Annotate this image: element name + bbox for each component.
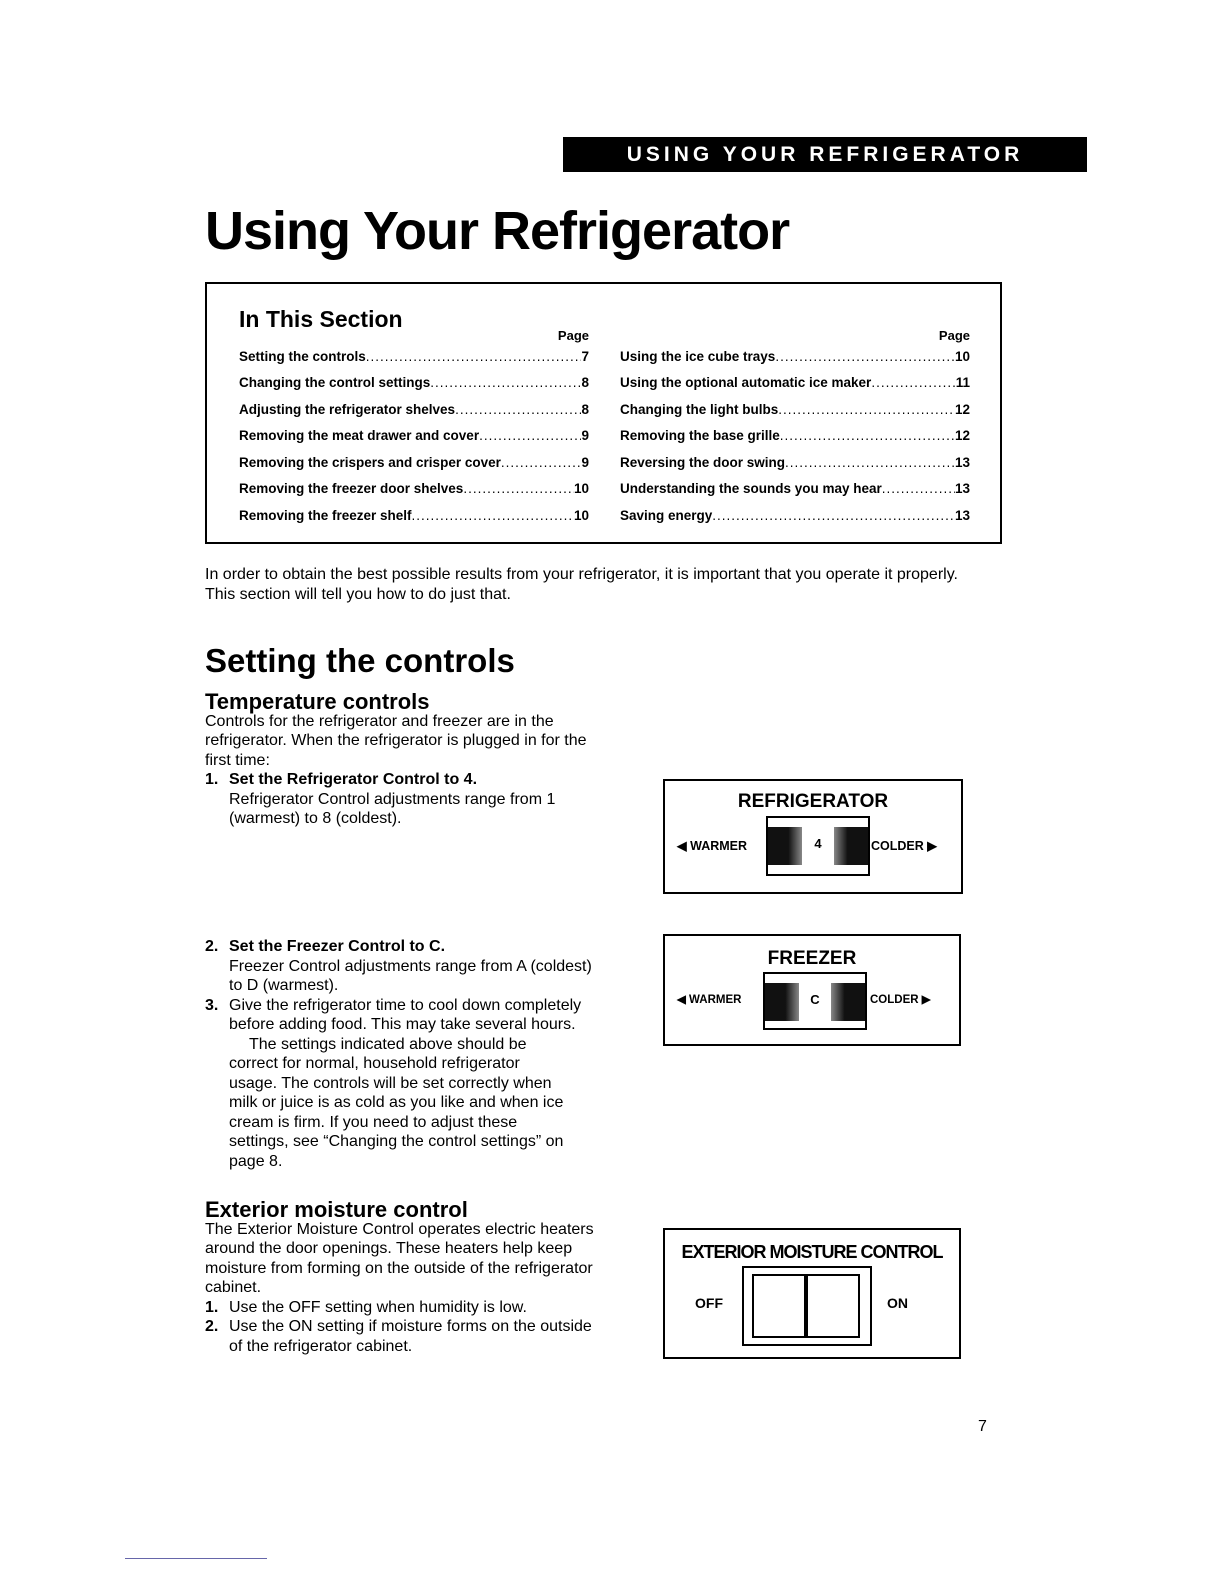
page-title: Using Your Refrigerator [205, 201, 790, 261]
toc-item-page: 11 [955, 375, 970, 391]
page-header: Page [938, 328, 970, 343]
freezer-control-diagram [663, 934, 961, 1046]
toc-box [205, 282, 1002, 544]
moisture-section [205, 1197, 595, 1356]
toc-item-page: 13 [954, 454, 970, 470]
toc-item [239, 502, 589, 529]
step-2: 2. Set the Freezer Control to C. Freezer Control adjustments range from A (coldest) to D (warmest). [205, 938, 592, 994]
diagram-title: FREEZER [767, 948, 857, 969]
colder-label: COLDER ▶ [870, 994, 931, 1006]
toc-item-page: 13 [954, 481, 970, 497]
toc-item [620, 343, 970, 370]
toc-item-page: 7 [581, 348, 589, 364]
step-1: 1. Set the Refrigerator Control to 4. Refrigerator Control adjustments range from 1 (warmest) to 8 (coldest). [205, 771, 556, 827]
toc-item [620, 423, 970, 450]
toc-item-label: Using the optional automatic ice maker [620, 375, 872, 391]
toc-item-label: Setting the controls [239, 348, 366, 364]
dial-value: 4 [814, 836, 822, 851]
toc-item [620, 476, 970, 503]
moist-step-2: 2. Use the ON setting if moisture forms on the outside of the refrigerator cabinet. [205, 1317, 595, 1356]
toc-item-label: Changing the control settings [239, 375, 431, 391]
on-label: ON [887, 1295, 908, 1311]
step-title: Set the Freezer Control to C. [229, 938, 446, 955]
leader-dots [412, 508, 574, 523]
toc-item-page: 8 [581, 401, 589, 417]
toc-item-page: 13 [954, 507, 970, 523]
page-header: Page [557, 328, 589, 343]
toc-item-label: Removing the base grille [620, 428, 780, 444]
toc-left-column [239, 328, 589, 529]
intro-text: In order to obtain the best possible results from your refrigerator, it is important that you operate it properly. This section will tell you how to do just that. [205, 566, 958, 603]
toc-item [620, 396, 970, 423]
step-3: 3. Give the refrigerator time to cool down completely before adding food. This may take several hours. The settings indicated above should be correct for normal, household refrigerator usage. The controls will be set correctly when milk or juice is as cold as you like and when ice cream is firm. If you need to adjust these settings, see “Changing the control settings” on page 8. [205, 996, 582, 1170]
step-title: Set the Refrigerator Control to 4. [229, 771, 478, 788]
toc-item [620, 370, 970, 397]
leader-dots [775, 349, 955, 364]
refrigerator-control-diagram [663, 779, 963, 894]
toc-item-label: Removing the meat drawer and cover [239, 428, 480, 444]
section-heading: Setting the controls [205, 642, 515, 679]
leader-dots [780, 428, 955, 443]
moist-step-1: 1. Use the OFF setting when humidity is low. [205, 1298, 527, 1316]
step-body: Freezer Control adjustments range from A (coldest) to D (warmest). [229, 957, 592, 994]
leader-dots [463, 481, 574, 496]
leader-dots [479, 428, 581, 443]
toc-item [239, 343, 589, 370]
toc-item [620, 449, 970, 476]
toc-item-page: 10 [954, 348, 970, 364]
toc-item-page: 12 [954, 428, 970, 444]
step-body: Use the ON setting if moisture forms on the outside of the refrigerator cabinet. [229, 1318, 592, 1355]
temperature-section [205, 689, 595, 829]
toc-item [239, 423, 589, 450]
rocker-switch [742, 1266, 872, 1346]
leader-dots [785, 455, 955, 470]
toc-item-page: 10 [573, 481, 589, 497]
leader-dots [712, 508, 955, 523]
toc-item-page: 10 [573, 507, 589, 523]
page-number: 7 [978, 1418, 987, 1435]
toc-item-label: Understanding the sounds you may hear [620, 481, 882, 497]
step-body: Refrigerator Control adjustments range from 1 (warmest) to 8 (coldest). [229, 790, 556, 827]
colder-label: COLDER ▶ [871, 839, 937, 853]
subheading: Exterior moisture control [205, 1197, 468, 1222]
moisture-control-diagram [663, 1228, 961, 1359]
toc-item-label: Removing the freezer shelf [239, 507, 412, 523]
leader-dots [366, 349, 582, 364]
toc-item-page: 12 [954, 401, 970, 417]
leader-dots [430, 375, 581, 390]
toc-item [239, 396, 589, 423]
off-label: OFF [695, 1295, 723, 1311]
toc-item [239, 449, 589, 476]
leader-dots [871, 375, 955, 390]
warmer-label: ◀ WARMER [677, 994, 742, 1006]
warmer-label: ◀ WARMER [677, 839, 748, 853]
step-body: Give the refrigerator time to cool down completely before adding food. This may take several hours. [229, 996, 582, 1033]
leader-dots [455, 402, 581, 417]
freezer-dial [763, 972, 867, 1030]
moisture-intro: The Exterior Moisture Control operates electric heaters around the door openings. These heaters help keep moisture from forming on the outside of the refrigerator cabinet. [205, 1220, 594, 1296]
toc-item-label: Adjusting the refrigerator shelves [239, 401, 456, 417]
subheading: Temperature controls [205, 689, 430, 714]
toc-item-label: Reversing the door swing [620, 454, 786, 470]
section-banner: USING YOUR REFRIGERATOR [563, 137, 1087, 172]
divider [125, 1558, 267, 1559]
diagram-title: EXTERIOR MOISTURE CONTROL [681, 1242, 943, 1262]
dial-value: C [810, 992, 820, 1007]
leader-dots [501, 455, 582, 470]
leader-dots [882, 481, 955, 496]
toc-item [620, 502, 970, 529]
temp-intro: Controls for the refrigerator and freezer are in the refrigerator. When the refrigerator is plugged in for the first time: [205, 712, 587, 769]
toc-item-label: Saving energy [620, 507, 713, 523]
toc-item-label: Removing the crispers and crisper cover [239, 454, 501, 470]
toc-item [239, 476, 589, 503]
toc-item-page: 8 [581, 375, 589, 391]
refrigerator-dial [766, 816, 870, 876]
toc-item-label: Using the ice cube trays [620, 348, 776, 364]
toc-heading: In This Section [239, 306, 403, 332]
leader-dots [778, 402, 955, 417]
toc-item [239, 370, 589, 397]
toc-item-label: Changing the light bulbs [620, 401, 779, 417]
temperature-steps-cont [205, 937, 595, 1171]
note: The settings indicated above should be correct for normal, household refrigerator usage. The controls will be set correctly when milk or juice is as cold as you like and when ice cream is firm. If you need to adjust these settings, see “Changing the control settings” on page 8. [229, 1035, 564, 1170]
toc-right-column [620, 328, 970, 529]
toc-item-page: 9 [581, 454, 589, 470]
step-body: Use the OFF setting when humidity is low. [229, 1298, 527, 1316]
diagram-title: REFRIGERATOR [737, 791, 889, 812]
toc-item-label: Removing the freezer door shelves [239, 481, 464, 497]
toc-item-page: 9 [581, 428, 589, 444]
